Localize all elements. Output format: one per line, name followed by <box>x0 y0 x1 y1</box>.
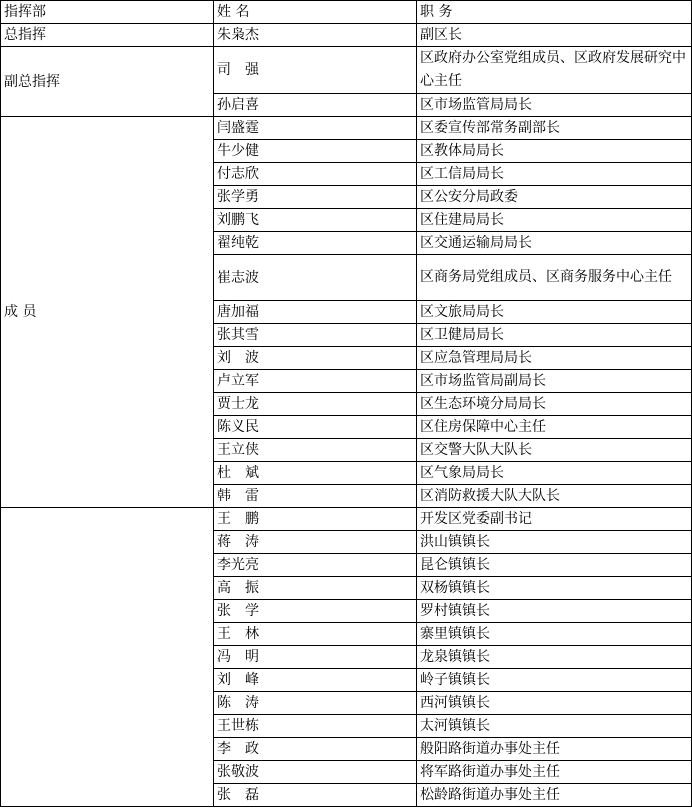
person-name: 张学勇 <box>214 186 417 209</box>
person-name: 冯 明 <box>214 646 417 669</box>
person-name: 崔志波 <box>214 255 417 301</box>
person-title: 西河镇镇长 <box>417 692 692 715</box>
table-row <box>1 47 692 94</box>
person-title: 区应急管理局局长 <box>417 347 692 370</box>
person-title: 区委宣传部常务副部长 <box>417 117 692 140</box>
header-name: 姓 名 <box>214 1 417 24</box>
person-title: 区公安分局政委 <box>417 186 692 209</box>
person-title: 区教体局局长 <box>417 140 692 163</box>
person-name: 司 强 <box>214 47 417 94</box>
person-name: 李 政 <box>214 738 417 761</box>
deputy-role: 副总指挥 <box>1 47 214 117</box>
person-name: 李光亮 <box>214 554 417 577</box>
person-title: 区交通运输局局长 <box>417 232 692 255</box>
person-title: 区市场监管局局长 <box>417 94 692 117</box>
person-name: 翟纯乾 <box>214 232 417 255</box>
person-title: 昆仑镇镇长 <box>417 554 692 577</box>
commander-name: 朱枭杰 <box>214 24 417 47</box>
person-name: 刘 波 <box>214 347 417 370</box>
person-title: 区消防救援大队大队长 <box>417 485 692 508</box>
person-name: 高 振 <box>214 577 417 600</box>
commander-row <box>1 24 692 47</box>
person-name: 刘 峰 <box>214 669 417 692</box>
person-name: 杜 斌 <box>214 462 417 485</box>
command-table-body <box>1 1 692 807</box>
person-name: 孙启喜 <box>214 94 417 117</box>
person-title: 区生态环境分局局长 <box>417 393 692 416</box>
person-title: 区市场监管局副局长 <box>417 370 692 393</box>
person-title: 岭子镇镇长 <box>417 669 692 692</box>
commander-title: 副区长 <box>417 24 692 47</box>
person-title: 区住建局局长 <box>417 209 692 232</box>
person-name: 卢立军 <box>214 370 417 393</box>
person-title: 区政府办公室党组成员、区政府发展研究中心主任 <box>417 47 692 94</box>
person-name: 张敬波 <box>214 761 417 784</box>
table-row <box>1 117 692 140</box>
person-title: 洪山镇镇长 <box>417 531 692 554</box>
person-title: 区气象局局长 <box>417 462 692 485</box>
person-name: 陈 涛 <box>214 692 417 715</box>
person-title: 区住房保障中心主任 <box>417 416 692 439</box>
commander-role: 总指挥 <box>1 24 214 47</box>
person-name: 王世栋 <box>214 715 417 738</box>
person-name: 韩 雷 <box>214 485 417 508</box>
person-title: 开发区党委副书记 <box>417 508 692 531</box>
person-title: 区商务局党组成员、区商务服务中心主任 <box>417 255 692 301</box>
person-name: 王立侠 <box>214 439 417 462</box>
person-name: 唐加福 <box>214 301 417 324</box>
person-title: 寨里镇镇长 <box>417 623 692 646</box>
person-name: 张 学 <box>214 600 417 623</box>
header-title: 职 务 <box>417 1 692 24</box>
person-title: 罗村镇镇长 <box>417 600 692 623</box>
person-name: 陈义民 <box>214 416 417 439</box>
person-name: 付志欣 <box>214 163 417 186</box>
person-name: 闫盛霆 <box>214 117 417 140</box>
person-name: 蒋 涛 <box>214 531 417 554</box>
members-role: 成 员 <box>1 117 214 508</box>
person-title: 般阳路街道办事处主任 <box>417 738 692 761</box>
person-title: 龙泉镇镇长 <box>417 646 692 669</box>
towns-role <box>1 508 214 807</box>
person-name: 张 磊 <box>214 784 417 807</box>
person-title: 区卫健局局长 <box>417 324 692 347</box>
person-title: 将军路街道办事处主任 <box>417 761 692 784</box>
person-name: 牛少健 <box>214 140 417 163</box>
person-title: 区交警大队大队长 <box>417 439 692 462</box>
person-title: 区文旅局局长 <box>417 301 692 324</box>
table-row <box>1 508 692 531</box>
person-name: 刘鹏飞 <box>214 209 417 232</box>
header-command: 指挥部 <box>1 1 214 24</box>
person-title: 松龄路街道办事处主任 <box>417 784 692 807</box>
person-name: 张其雪 <box>214 324 417 347</box>
person-name: 王 林 <box>214 623 417 646</box>
person-name: 王 鹏 <box>214 508 417 531</box>
person-name: 贾士龙 <box>214 393 417 416</box>
header-row <box>1 1 692 24</box>
person-title: 区工信局局长 <box>417 163 692 186</box>
person-title: 双杨镇镇长 <box>417 577 692 600</box>
person-title: 太河镇镇长 <box>417 715 692 738</box>
